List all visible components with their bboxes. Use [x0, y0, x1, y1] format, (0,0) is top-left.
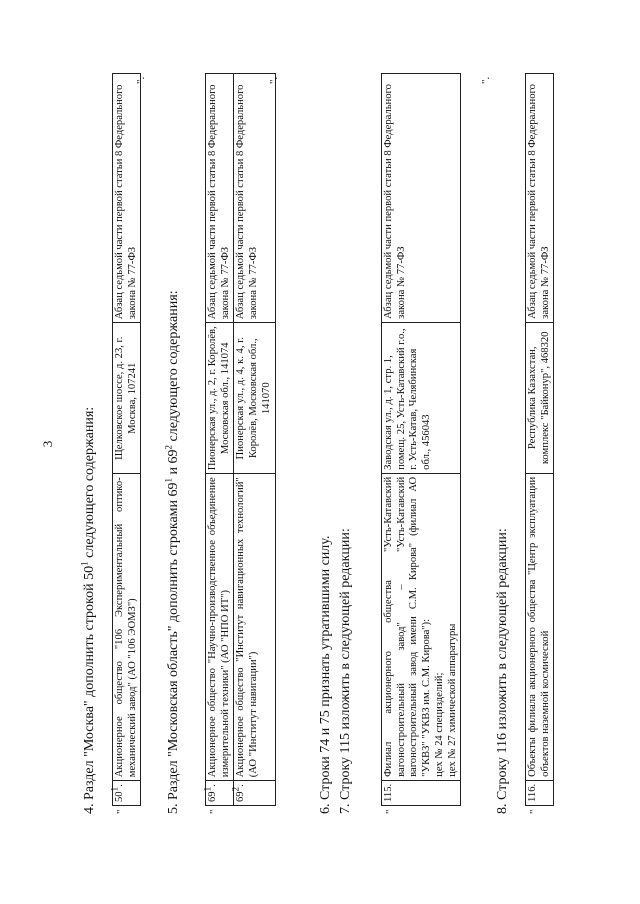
table-row [234, 74, 275, 806]
row-number: $69^1$. [206, 781, 234, 806]
item-6-text: 6. Строки 74 и 75 признать утратившими силу. [318, 535, 333, 814]
address-cell: Пионерская ул., д. 4, к. 4, г. Королёв, Московская обл., 141070 [234, 323, 275, 474]
law-reference-cell: Абзац седьмой части первой статьи 8 Федерального закона № 77-ФЗ [206, 74, 234, 323]
row-number: 115. [382, 780, 461, 805]
organization-cell: Филиал акционерного общества "Усть-Катавский вагоностроительный завод" – "Усть-Катавский вагоностроительный завод имени С.М. Кирова" (филиал АО "УКВЗ" "УКВЗ им. С.М. Кирова"): цех № 24 специзделий; цех № 27 химической аппаратуры [382, 473, 461, 780]
quote-close-3: ". [480, 76, 492, 84]
table-rows-69 [202, 73, 276, 806]
item-8-text: 8. Строку 116 изложить в следующей редакции: [495, 528, 510, 814]
law-reference-cell: Абзац седьмой части первой статьи 8 Федерального закона № 77-ФЗ [526, 73, 554, 322]
quote-open-1: " [115, 809, 127, 814]
table-row-116 [525, 73, 554, 806]
address-cell: Пионерская ул., д. 2, г. Королёв, Московская обл., 141074 [206, 323, 234, 474]
quote-open-3: " [384, 809, 396, 814]
quote-close-1: ". [135, 76, 147, 84]
row-number: $50^1$. [113, 781, 141, 806]
organization-cell: Акционерное общество "106 Экспериментальный оптико-механический завод" (АО "106 ЭОМЗ") [113, 474, 141, 781]
table-row [206, 74, 234, 806]
item-7-text: 7. Строку 115 изложить в следующей редакции: [338, 528, 353, 814]
quote-open-2: " [208, 809, 220, 814]
address-cell: Щелковское шоссе, д. 23, г. Москва, 107241 [113, 323, 141, 474]
row-number: $69^2$. [234, 781, 275, 806]
table-row-115 [381, 73, 461, 806]
item-5-text: 5. Раздел "Московская область" дополнить строками $69^1$ и $69^2$ следующего содержания: [163, 290, 181, 814]
table-row-50 [109, 73, 141, 806]
quote-open-4: " [528, 809, 540, 814]
address-cell: Республика Казахстан, комплекс "Байконур", 468320 [526, 322, 554, 473]
quote-close-2: ". [268, 76, 280, 84]
address-cell: Заводская ул., д. 1, стр. 1, помещ. 25, Усть-Катавский г.о., г. Усть-Катав, Челябинская обл., 456043 [382, 322, 461, 473]
law-reference-cell: Абзац седьмой части первой статьи 8 Федерального закона № 77-ФЗ [382, 73, 461, 322]
law-reference-cell: Абзац седьмой части первой статьи 8 Федерального закона № 77-ФЗ [234, 74, 275, 323]
organization-cell: Объекты филиала акционерного общества "Центр эксплуатации объектов наземной космической [526, 473, 554, 780]
page-number: 3 [40, 440, 55, 448]
row-number: 116. [526, 780, 554, 805]
organization-cell: Акционерное общество "Научно-производственное объединение измерительной техники" (АО "НПО ИТ") [206, 474, 234, 781]
law-reference-cell: Абзац седьмой части первой статьи 8 Федерального закона № 77-ФЗ [113, 74, 141, 323]
organization-cell: Акционерное общество "Институт навигационных технологий" (АО "Институт навигации") [234, 474, 275, 781]
item-4-text: 4. Раздел "Москва" дополнить строкой $50^1$ следующего содержания: [79, 406, 97, 814]
